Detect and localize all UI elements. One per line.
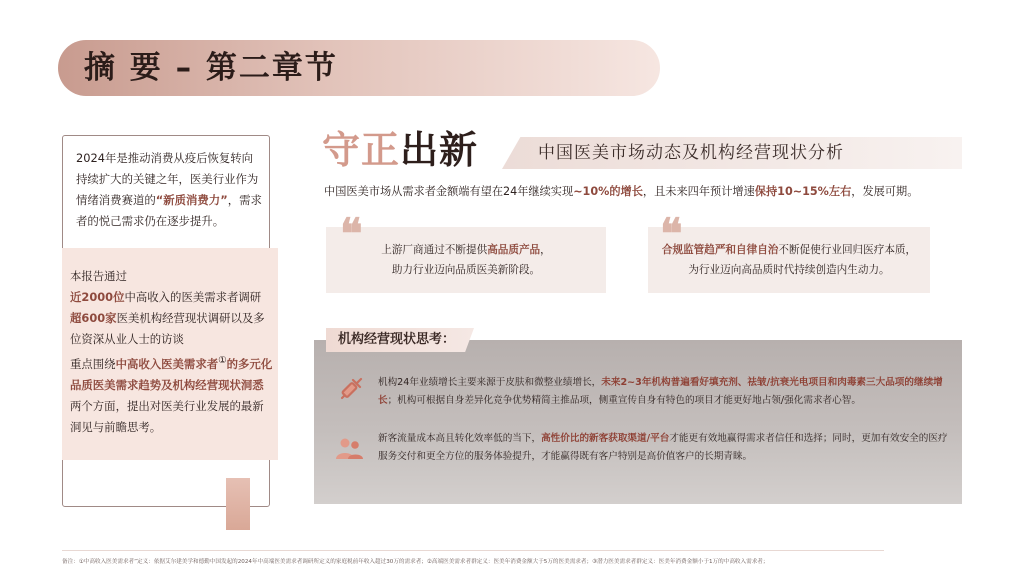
left-card-tab [226, 478, 250, 530]
thinking-panel [314, 340, 962, 504]
survey-desc: 中高收入的医美需求者调研 [124, 290, 262, 304]
summary-seg: ，且未来四年预计增速 [642, 185, 755, 198]
users-icon [334, 434, 364, 464]
focus-highlight: 的多元化品质医美需求趋势及机构经营现状洞悉 [70, 356, 273, 392]
footer-divider [62, 550, 884, 551]
quote-open-icon: ❝ [660, 209, 683, 258]
think-seg: 才能更有效地赢得需求者信任和选择；同时，更加有效安全的医疗服务交付和更全方位的服务体验提升，才能赢得既有客户特别是高价值客户的长期青睐。 [378, 433, 948, 462]
method-line-institutions [70, 308, 275, 350]
think-seg: 新客流量成本高且转化效率低的当下， [378, 433, 542, 444]
method-line-survey [70, 287, 275, 308]
method-line-focus [70, 350, 275, 438]
headline [322, 124, 478, 176]
syringe-icon [336, 374, 366, 404]
left-intro-text [76, 148, 262, 232]
summary-seg: 中国医美市场从需求者金额端有望在24年继续实现 [324, 185, 574, 198]
intro-seg: 2024年是推动消费从疫后恢复转向持续扩大的关键之年，医美行业作为情绪消费赛道的 [76, 151, 259, 207]
footnote-marker: ① [218, 355, 227, 366]
thinking-label: 机构经营现状思考： [338, 332, 456, 347]
quote-line [326, 240, 606, 260]
institution-desc: 医美机构经营现状调研以及多位资深从业人士的访谈 [70, 311, 265, 346]
headline-part-a: 守正 [322, 128, 401, 172]
subhead: 中国医美市场动态及机构经营现状分析 [538, 143, 844, 163]
thinking-point-acquisition [378, 430, 950, 466]
quote-line: 助力行业迈向品质医美新阶段。 [391, 264, 541, 276]
quote-text-upstream [326, 240, 606, 280]
summary-highlight: ~10%的增长 [573, 185, 643, 198]
intro-highlight: “新质消费力” [155, 193, 228, 207]
quote-open-icon: ❝ [340, 209, 363, 258]
focus-seg: 两个方面，提出对医美行业发展的最新洞见与前瞻思考。 [70, 398, 264, 434]
intro-seg: ，需求者的悦己需求仍在逐步提升。 [76, 193, 262, 228]
thinking-point-growth [378, 374, 950, 410]
market-summary [324, 183, 944, 201]
page-title: 摘 要 – 第二章节 [84, 50, 338, 86]
left-method-text [70, 266, 275, 438]
think-highlight: 高性价比的新客获取渠道/平台 [541, 433, 670, 444]
focus-highlight: 中高收入医美需求者 [115, 356, 219, 371]
quote-seg: ， [540, 244, 551, 256]
summary-highlight: 保持10~15%左右 [754, 185, 852, 198]
quote-seg: 不断促使行业回归医疗本质， [778, 244, 917, 256]
quote-text-regulation [648, 240, 930, 280]
quote-highlight: 合规监管趋严和自律自治 [661, 244, 779, 256]
survey-count: 近2000位 [70, 290, 125, 304]
institution-count: 超600家 [70, 311, 117, 325]
quote-line [648, 240, 930, 260]
think-highlight: 未来2~3年机构普遍看好填充剂、祛皱/抗衰光电项目和肉毒素三大品项的继续增长 [378, 377, 943, 406]
method-lead: 本报告通过 [70, 269, 127, 283]
focus-seg: 重点围绕 [70, 356, 116, 371]
think-seg: 机构24年业绩增长主要来源于皮肤和微整业绩增长， [378, 377, 602, 388]
quote-highlight: 高品质产品 [487, 244, 541, 256]
footer-note: 备注：①中高收入医美需求者”定义：依据艾尔建美学和德勤中国发起的2024年中高端医美需求者调研所定义的家庭税前年收入超过30万的需求者；②高端医美需求者群定义：医美年消费金额大于5万的医美需求者；③潜力医美需求者群定义：医美年消费金额小于1万的中高收入需求者； [62, 559, 769, 565]
think-seg: ；机构可根据自身差异化竞争优势精简主推品项，侧重宣传自身有特色的项目才能更好地占领/强化需求者心智。 [387, 395, 861, 406]
quote-seg: 上游厂商通过不断提供 [381, 244, 488, 256]
quote-line: 为行业迈向高品质时代持续创造内生动力。 [688, 264, 890, 276]
summary-seg: ，发展可期。 [851, 185, 919, 198]
headline-part-b: 出新 [400, 128, 479, 172]
